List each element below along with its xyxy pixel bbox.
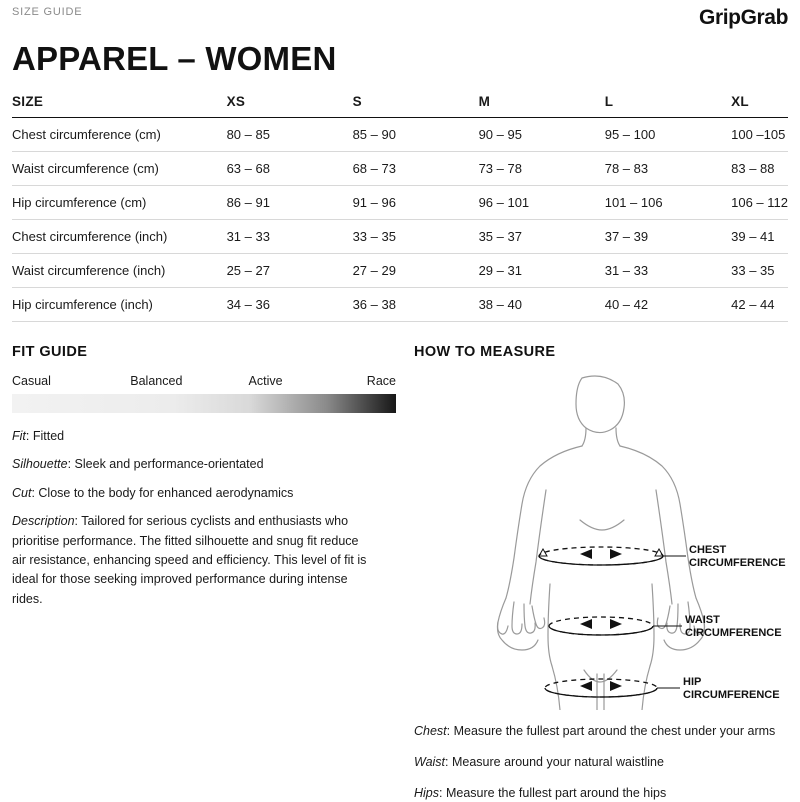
column-header-xs: XS [227, 94, 353, 118]
cell-m: 38 – 40 [479, 288, 605, 322]
cell-s: 68 – 73 [353, 152, 479, 186]
column-header-size: SIZE [12, 94, 227, 118]
cell-s: 36 – 38 [353, 288, 479, 322]
waist-label-line2: CIRCUMFERENCE [685, 627, 782, 639]
cell-xs: 25 – 27 [227, 254, 353, 288]
body-diagram-icon [414, 370, 788, 710]
column-header-l: L [605, 94, 731, 118]
fit-scale-label-balanced: Balanced [130, 374, 248, 388]
chest-label-line2: CIRCUMFERENCE [689, 557, 786, 569]
fit-attribute-silhouette-key: Silhouette [12, 457, 68, 471]
cell-l: 40 – 42 [605, 288, 731, 322]
measure-note-waist-key: Waist [414, 755, 445, 769]
cell-m: 73 – 78 [479, 152, 605, 186]
cell-xs: 80 – 85 [227, 118, 353, 152]
cell-m: 96 – 101 [479, 186, 605, 220]
cell-xl: 106 – 112 [731, 186, 788, 220]
measure-note-waist [414, 753, 788, 772]
measure-note-hips [414, 784, 788, 802]
size-table-head [12, 94, 788, 118]
fit-description [12, 512, 372, 609]
cell-s: 85 – 90 [353, 118, 479, 152]
cell-l: 78 – 83 [605, 152, 731, 186]
hip-label-line1: HIP [683, 676, 701, 688]
fit-description-value: : Tailored for serious cyclists and enthusiasts who prioritise performance. The fitted silhouette and snug fit reduce air resistance, enhancing speed and efficiency. This level of fit is ideal for those seeking improved performance during intense rides. [12, 514, 366, 606]
fit-attribute-silhouette [12, 455, 396, 474]
fit-attribute-fit [12, 427, 396, 446]
row-label: Chest circumference (cm) [12, 118, 227, 152]
fit-description-key: Description [12, 514, 75, 528]
fit-attribute-fit-value: : Fitted [26, 429, 64, 443]
fit-guide-heading: FIT GUIDE [12, 344, 396, 360]
fit-scale-label-active: Active [249, 374, 367, 388]
fit-gradient-bar [12, 394, 396, 413]
row-label: Chest circumference (inch) [12, 220, 227, 254]
cell-xl: 42 – 44 [731, 288, 788, 322]
measure-note-chest-key: Chest [414, 724, 447, 738]
measure-figure [414, 370, 788, 710]
measure-note-waist-text: : Measure around your natural waistline [445, 755, 664, 769]
measure-note-hips-key: Hips [414, 786, 439, 800]
measure-note-chest-text: : Measure the fullest part around the chest under your arms [447, 724, 776, 738]
row-label: Hip circumference (inch) [12, 288, 227, 322]
table-row [12, 152, 788, 186]
column-header-xl: XL [731, 94, 788, 118]
measure-note-chest [414, 722, 788, 741]
column-header-s: S [353, 94, 479, 118]
row-label: Waist circumference (inch) [12, 254, 227, 288]
table-row [12, 288, 788, 322]
cell-xs: 34 – 36 [227, 288, 353, 322]
row-label: Waist circumference (cm) [12, 152, 227, 186]
fit-scale-labels [12, 374, 396, 388]
page-header [12, 0, 788, 34]
cell-s: 91 – 96 [353, 186, 479, 220]
measure-note-hips-text: : Measure the fullest part around the hips [439, 786, 666, 800]
cell-l: 37 – 39 [605, 220, 731, 254]
fit-attribute-cut-key: Cut [12, 486, 31, 500]
hip-measure-line [545, 679, 680, 697]
row-label: Hip circumference (cm) [12, 186, 227, 220]
cell-l: 101 – 106 [605, 186, 731, 220]
how-to-measure-heading: HOW TO MEASURE [414, 344, 788, 360]
cell-m: 35 – 37 [479, 220, 605, 254]
table-row [12, 220, 788, 254]
cell-xs: 86 – 91 [227, 186, 353, 220]
fit-attribute-silhouette-value: : Sleek and performance-orientated [68, 457, 264, 471]
eyebrow-label: SIZE GUIDE [12, 6, 82, 18]
table-row [12, 118, 788, 152]
cell-xl: 83 – 88 [731, 152, 788, 186]
lower-sections [12, 344, 788, 802]
cell-m: 29 – 31 [479, 254, 605, 288]
brand-logo: GripGrab [699, 6, 788, 30]
cell-s: 27 – 29 [353, 254, 479, 288]
how-to-measure-section [414, 344, 788, 802]
hip-label-line2: CIRCUMFERENCE [683, 689, 780, 701]
table-row [12, 254, 788, 288]
waist-label-line1: WAIST [685, 614, 720, 626]
fit-attribute-cut-value: : Close to the body for enhanced aerodynamics [31, 486, 293, 500]
column-header-m: M [479, 94, 605, 118]
fit-scale-label-race: Race [367, 374, 396, 388]
cell-m: 90 – 95 [479, 118, 605, 152]
chest-label-line1: CHEST [689, 544, 727, 556]
size-table [12, 94, 788, 322]
table-row [12, 186, 788, 220]
cell-l: 95 – 100 [605, 118, 731, 152]
fit-guide-section [12, 344, 414, 802]
table-header-row [12, 94, 788, 118]
waist-measure-line [549, 617, 682, 635]
cell-l: 31 – 33 [605, 254, 731, 288]
cell-xl: 100 –105 [731, 118, 788, 152]
fit-attribute-fit-key: Fit [12, 429, 26, 443]
cell-xs: 31 – 33 [227, 220, 353, 254]
fit-scale-label-casual: Casual [12, 374, 130, 388]
cell-xs: 63 – 68 [227, 152, 353, 186]
page-title: APPAREL – WOMEN [12, 40, 788, 78]
cell-s: 33 – 35 [353, 220, 479, 254]
cell-xl: 39 – 41 [731, 220, 788, 254]
size-table-body [12, 118, 788, 322]
fit-attribute-cut [12, 484, 396, 503]
cell-xl: 33 – 35 [731, 254, 788, 288]
